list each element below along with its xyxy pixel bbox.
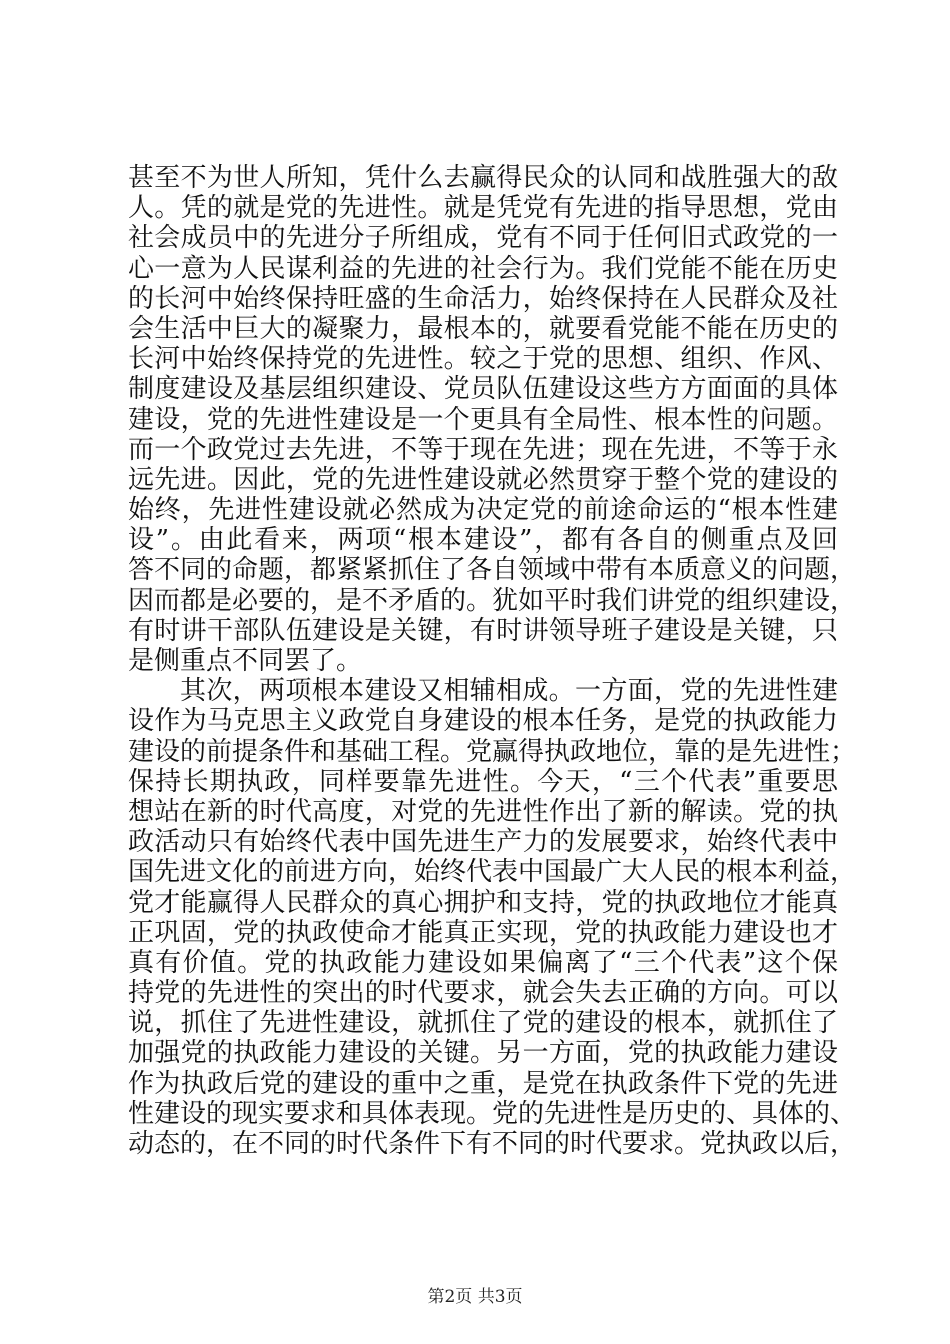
text-line: 的长河中始终保持旺盛的生命活力，始终保持在人民群众及社 — [128, 283, 838, 314]
text-line: 建设的前提条件和基础工程。党赢得执政地位，靠的是先进性； — [128, 736, 857, 767]
text-line: 远先进。因此，党的先进性建设就必然贯穿于整个党的建设的 — [128, 464, 838, 495]
text-line: 保持长期执政，同样要靠先进性。今天，“三个代表”重要思 — [128, 766, 838, 797]
text-line: 国先进文化的前进方向，始终代表中国最广大人民的根本利益， — [128, 857, 857, 888]
text-line: 心一意为人民谋利益的先进的社会行为。我们党能不能在历史 — [128, 253, 838, 284]
text-line: 设”。由此看来，两项“根本建设”，都有各自的侧重点及回 — [128, 525, 838, 556]
text-line: 而一个政党过去先进，不等于现在先进；现在先进，不等于永 — [128, 434, 838, 465]
page-number-footer: 第2页 共3页 — [427, 1287, 523, 1307]
text-line: 政活动只有始终代表中国先进生产力的发展要求，始终代表中 — [128, 827, 838, 858]
text-line: 想站在新的时代高度，对党的先进性作出了新的解读。党的执 — [128, 796, 838, 827]
text-line: 有时讲干部队伍建设是关键，有时讲领导班子建设是关键，只 — [128, 615, 838, 646]
text-line: 社会成员中的先进分子所组成，党有不同于任何旧式政党的一 — [128, 223, 838, 254]
text-line: 长河中始终保持党的先进性。较之于党的思想、组织、作风、 — [128, 344, 838, 375]
text-line: 答不同的命题，都紧紧抓住了各自领域中带有本质意义的问题， — [128, 555, 857, 586]
text-line: 因而都是必要的，是不矛盾的。犹如平时我们讲党的组织建设， — [128, 585, 857, 616]
text-line: 加强党的执政能力建设的关键。另一方面，党的执政能力建设 — [128, 1038, 838, 1069]
text-line: 人。凭的就是党的先进性。就是凭党有先进的指导思想，党由 — [128, 193, 838, 224]
text-line: 党才能赢得人民群众的真心拥护和支持，党的执政地位才能真 — [128, 887, 838, 918]
text-line: 正巩固，党的执政使命才能真正实现，党的执政能力建设也才 — [128, 917, 838, 948]
document-body — [128, 163, 857, 1159]
text-line: 说，抓住了先进性建设，就抓住了党的建设的根本，就抓住了 — [128, 1008, 838, 1039]
text-line: 持党的先进性的突出的时代要求，就会失去正确的方向。可以 — [128, 978, 838, 1009]
text-line: 始终，先进性建设就必然成为决定党的前途命运的“根本性建 — [128, 495, 838, 526]
text-line: 作为执政后党的建设的重中之重，是党在执政条件下党的先进 — [128, 1068, 838, 1099]
text-line: 甚至不为世人所知，凭什么去赢得民众的认同和战胜强大的敌 — [128, 163, 838, 193]
text-line: 性建设的现实要求和具体表现。党的先进性是历史的、具体的、 — [128, 1098, 857, 1129]
text-line: 设作为马克思主义政党自身建设的根本任务，是党的执政能力 — [128, 706, 838, 737]
text-line: 真有价值。党的执政能力建设如果偏离了“三个代表”这个保 — [128, 947, 838, 978]
text-line: 动态的，在不同的时代条件下有不同的时代要求。党执政以后， — [128, 1129, 857, 1159]
text-line: 制度建设及基层组织建设、党员队伍建设这些方方面面的具体 — [128, 374, 838, 405]
text-line: 会生活中巨大的凝聚力，最根本的，就要看党能不能在历史的 — [128, 313, 838, 344]
text-line: 建设，党的先进性建设是一个更具有全局性、根本性的问题。 — [128, 404, 838, 435]
paragraph-start-line: 其次，两项根本建设又相辅相成。一方面，党的先进性建 — [180, 676, 838, 707]
paragraph-end-line: 是侧重点不同罢了。 — [128, 646, 363, 676]
